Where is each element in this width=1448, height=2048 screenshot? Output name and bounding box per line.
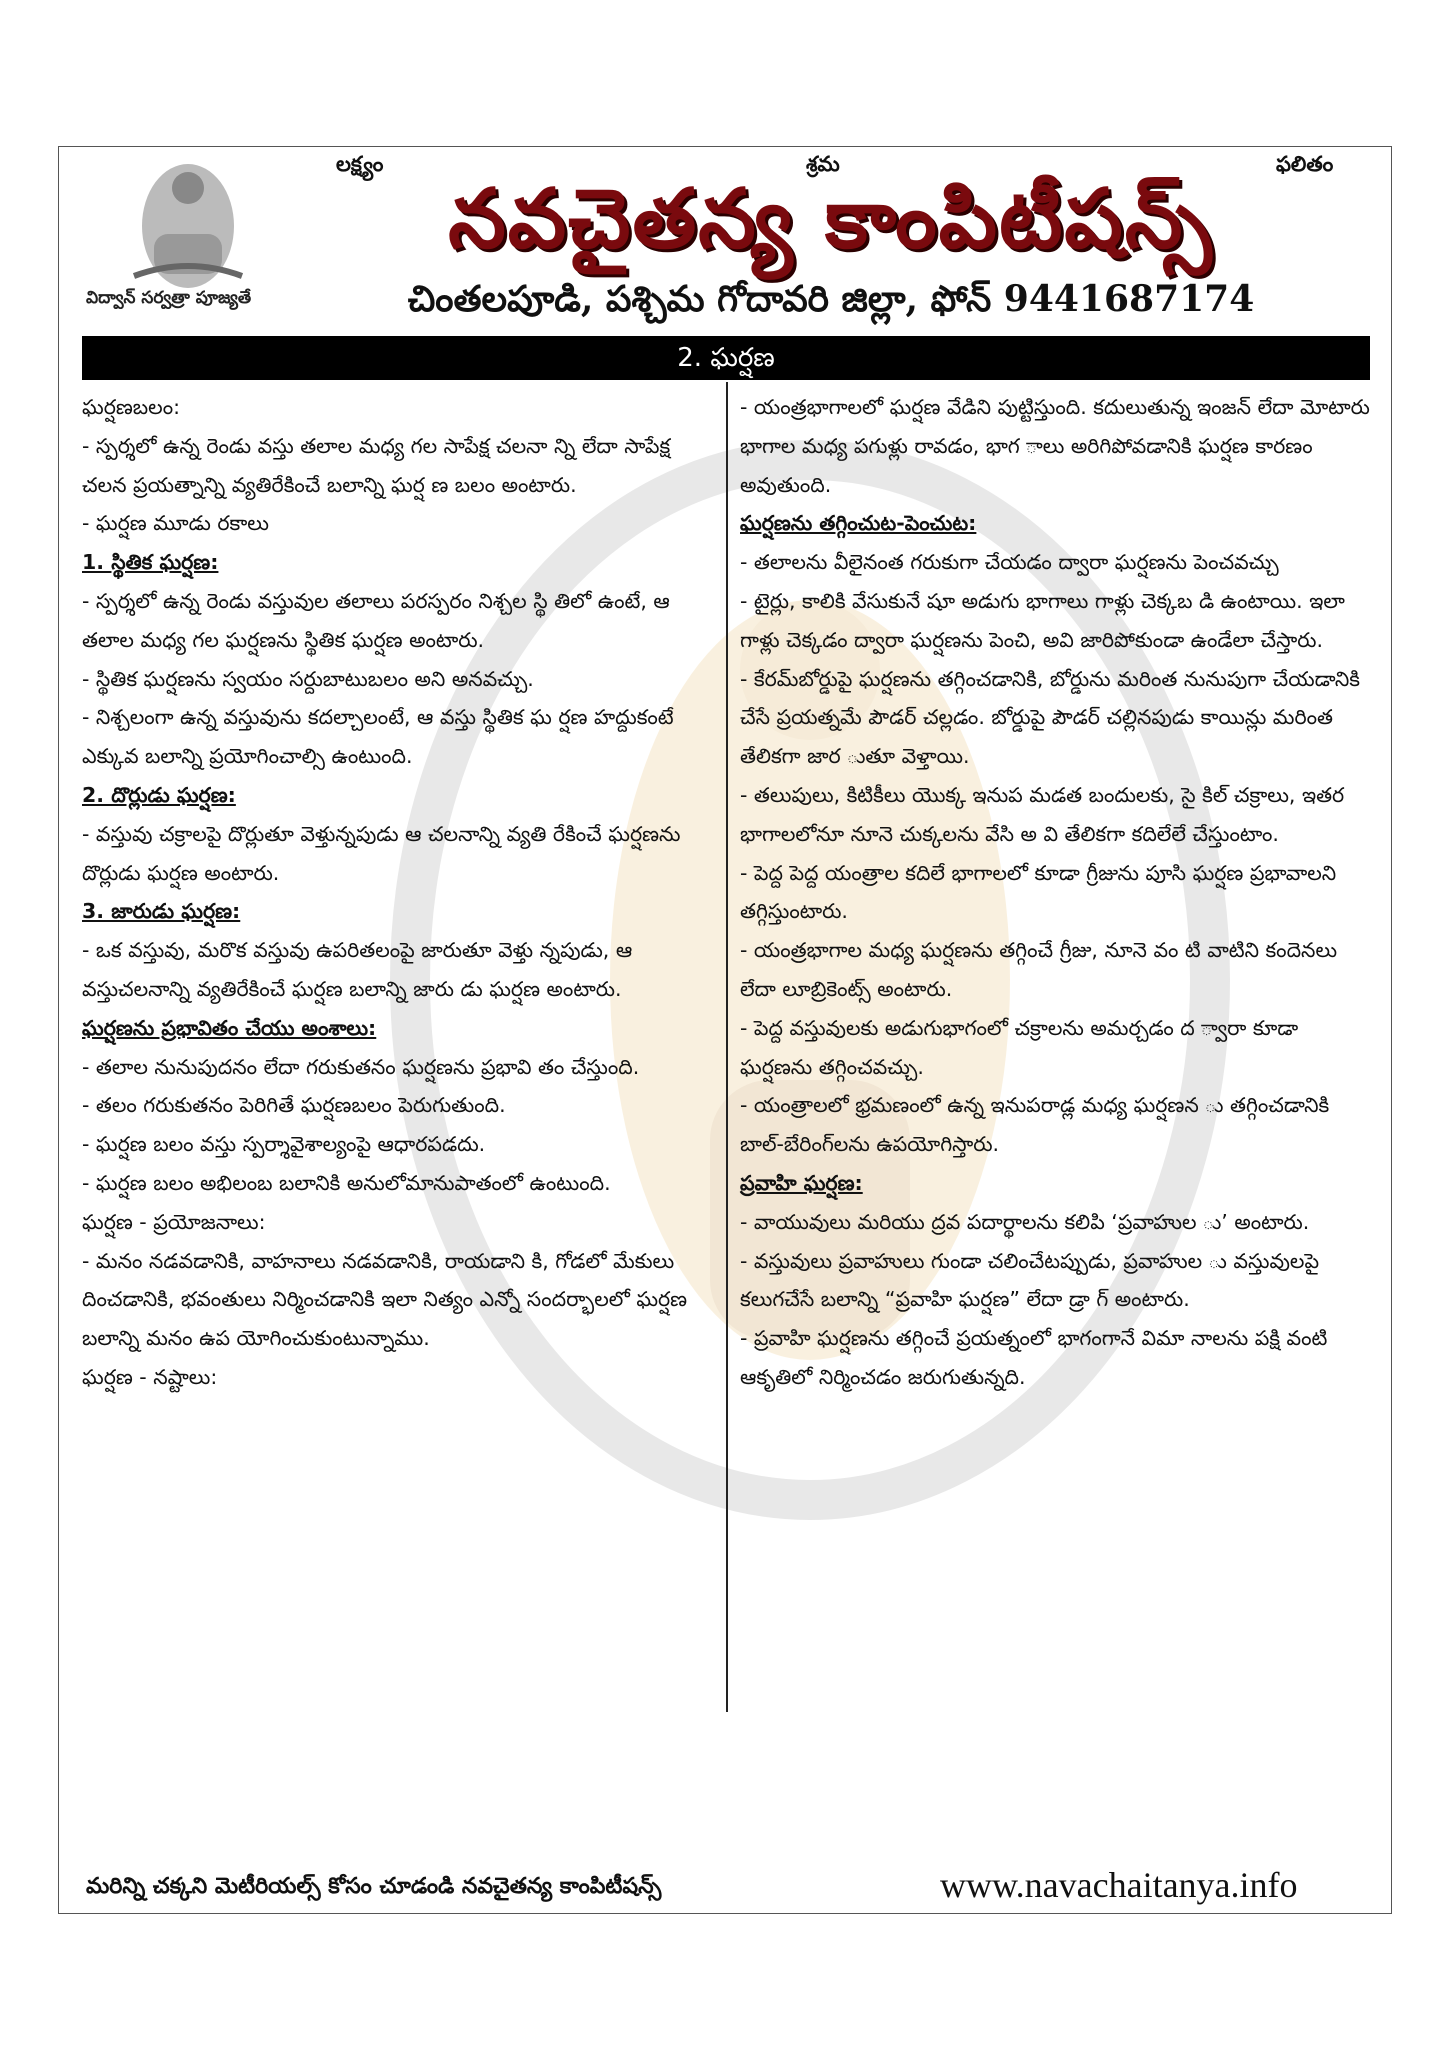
tag-effort: శ్రమ bbox=[806, 152, 840, 176]
address: చింతలపూడి, పశ్చిమ గోదావరి జిల్లా, ఫోన్ 9441687174 bbox=[407, 278, 1255, 320]
paragraph: - స్థితిక ఘర్షణను స్వయం సర్దుబాటుబలం అని అనవచ్చు. bbox=[82, 666, 534, 691]
paragraph: - పెద్ద పెద్ద యంత్రాల కదిలే భాగాలలో కూడా గ్రీజును పూసి ఘర్షణ ప్రభావాలని తగ్గిస్తుంటారు. bbox=[740, 860, 1337, 924]
motto: విద్వాన్ సర్వత్రా పూజ్యతే bbox=[86, 288, 252, 308]
tag-goal: లక్ష్యం bbox=[336, 152, 384, 176]
section-heading: 1. స్థితిక ఘర్షణ: bbox=[82, 550, 219, 575]
paragraph: - తలాల నునుపుదనం లేదా గరుకుతనం ఘర్షణను ప్రభావి తం చేస్తుంది. bbox=[82, 1054, 640, 1079]
section-heading: ఘర్షణను ప్రభావితం చేయు అంశాలు: bbox=[82, 1015, 377, 1040]
paragraph: - టైర్లు, కాలికి వేసుకునే షూ అడుగు భాగాలు గాళ్లు చెక్కబ డి ఉంటాయి. ఇలా గాళ్లు చెక్కడం ద్వారా ఘర్షణను పెంచి, అవి జారిపోకుండా ఉండేలా చేస్తారు. bbox=[740, 588, 1345, 652]
right-column bbox=[740, 388, 1370, 1397]
page-title: 2. ఘర్షణ bbox=[82, 336, 1370, 380]
footer-promo: మరిన్ని చక్కని మెటీరియల్స్ కోసం చూడండి నవచైతన్య కాంపిటీషన్స్ bbox=[86, 1874, 662, 1899]
paragraph: - ఘర్షణ బలం అభిలంబ బలానికి అనులోమానుపాతంలో ఉంటుంది. bbox=[82, 1170, 611, 1195]
tag-result: ఫలితం bbox=[1276, 152, 1334, 176]
paragraph: - స్పర్శలో ఉన్న రెండు వస్తువుల తలాలు పరస్పరం నిశ్చల స్థి తిలో ఉంటే, ఆ తలాల మధ్య గల ఘర్షణను స్థితిక ఘర్షణ అంటారు. bbox=[82, 588, 670, 652]
paragraph: ఘర్షణబలం: bbox=[82, 395, 180, 419]
paragraph: - వస్తువు చక్రాలపై దొర్లుతూ వెళ్తున్నపుడు ఆ చలనాన్ని వ్యతి రేకించే ఘర్షణను దొర్లుడు ఘర్షణ అంటారు. bbox=[82, 821, 681, 885]
brand-title: నవచైతన్య కాంపిటీషన్స్ bbox=[448, 171, 1214, 267]
paragraph: - ఒక వస్తువు, మరొక వస్తువు ఉపరితలంపై జారుతూ వెళ్తు న్నపుడు, ఆ వస్తుచలనాన్ని వ్యతిరేకించే ఘర్షణ బలాన్ని జారు డు ఘర్షణ అంటారు. bbox=[82, 938, 633, 1001]
paragraph: - యంత్రభాగాలలో ఘర్షణ వేడిని పుట్టిస్తుంది. కదులుతున్న ఇంజన్ లేదా మోటారు భాగాల మధ్య పగుళ్లు రావడం, భాగ ాలు అరిగిపోవడానికి ఘర్షణ కారణం అవుతుంది. bbox=[740, 395, 1370, 497]
paragraph: - స్పర్శలో ఉన్న రెండు వస్తు తలాల మధ్య గల సాపేక్ష చలనా న్ని లేదా సాపేక్ష చలన ప్రయత్నాన్ని వ్యతిరేకించే బలాన్ని ఘర్ష ణ బలం అంటారు. bbox=[82, 433, 671, 497]
paragraph: - ప్రవాహి ఘర్షణను తగ్గించే ప్రయత్నంలో భాగంగానే విమా నాలను పక్షి వంటి ఆకృతిలో నిర్మించడం జరుగుతున్నది. bbox=[740, 1326, 1328, 1389]
left-column bbox=[82, 388, 712, 1397]
paragraph: - నిశ్చలంగా ఉన్న వస్తువును కదల్చాలంటే, ఆ వస్తు స్థితిక ఘ ర్షణ హద్దుకంటే ఎక్కువ బలాన్ని ప్రయోగించాల్సి ఉంటుంది. bbox=[82, 705, 674, 769]
section-heading: ప్రవాహి ఘర్షణ: bbox=[740, 1170, 863, 1195]
section-heading: 2. దొర్లుడు ఘర్షణ: bbox=[82, 782, 236, 807]
paragraph: ఘర్షణ - నష్టాలు: bbox=[82, 1364, 218, 1389]
paragraph: - మనం నడవడానికి, వాహనాలు నడవడానికి, రాయడాని కి, గోడలో మేకులు దించడానికి, భవంతులు నిర్మించడానికి ఇలా నిత్యం ఎన్నో సందర్భాలలో ఘర్షణ బలాన్ని మనం ఉప యోగించుకుంటున్నాము. bbox=[82, 1248, 688, 1351]
paragraph: - పెద్ద వస్తువులకు అడుగుభాగంలో చక్రాలను అమర్చడం ద ్వారా కూడా ఘర్షణను తగ్గించవచ్చు. bbox=[740, 1015, 1299, 1079]
saraswati-logo bbox=[114, 156, 262, 294]
paragraph: - యంత్రాలలో భ్రమణంలో ఉన్న ఇనుపరాడ్ల మధ్య ఘర్షణన ు తగ్గించడానికి బాల్-బేరింగ్‌లను ఉపయోగిస్తారు. bbox=[740, 1093, 1330, 1157]
footer-website[interactable]: www.navachaitanya.info bbox=[940, 1865, 1298, 1905]
paragraph: - యంత్రభాగాల మధ్య ఘర్షణను తగ్గించే గ్రీజు, నూనె వం టి వాటిని కందెనలు లేదా లూబ్రికెంట్స్ అంటారు. bbox=[740, 938, 1338, 1001]
paragraph: - కేరమ్‌బోర్డుపై ఘర్షణను తగ్గించడానికి, బోర్డును మరింత నునుపుగా చేయడానికి చేసే ప్రయత్నమే పౌడర్ చల్లడం. బోర్డుపై పౌడర్ చల్లినపుడు కాయిన్లు మరింత తేలికగా జార ుతూ వెళ్తాయి. bbox=[740, 666, 1360, 769]
paragraph: - తలుపులు, కిటికీలు యొక్క ఇనుప మడత బందులకు, సై కిల్ చక్రాలు, ఇతర భాగాలలోనూ నూనె చుక్కలను వేసి అ వి తేలికగా కదిలేలే చేస్తుంటాం. bbox=[740, 782, 1345, 846]
column-divider bbox=[726, 382, 728, 1712]
paragraph: - ఘర్షణ బలం వస్తు స్పర్శావైశాల్యంపై ఆధారపడదు. bbox=[82, 1132, 486, 1157]
paragraph: ఘర్షణ - ప్రయోజనాలు: bbox=[82, 1209, 266, 1234]
paragraph: - వాయువులు మరియు ద్రవ పదార్థాలను కలిపి ‘ప్రవాహుల ు’ అంటారు. bbox=[740, 1209, 1310, 1234]
section-heading: ఘర్షణను తగ్గించుట-పెంచుట: bbox=[740, 511, 977, 536]
header bbox=[86, 150, 1366, 330]
paragraph: - తలాలను వీలైనంత గరుకుగా చేయడం ద్వారా ఘర్షణను పెంచవచ్చు bbox=[740, 550, 1279, 575]
paragraph: - వస్తువులు ప్రవాహులు గుండా చలించేటప్పుడు, ప్రవాహుల ు వస్తువులపై కలుగచేసే బలాన్ని “ప్రవాహి ఘర్షణ” లేదా డ్రా గ్ అంటారు. bbox=[740, 1248, 1320, 1312]
section-heading: 3. జారుడు ఘర్షణ: bbox=[82, 899, 241, 924]
paragraph: - ఘర్షణ మూడు రకాలు bbox=[82, 511, 269, 536]
paragraph: - తలం గరుకుతనం పెరిగితే ఘర్షణబలం పెరుగుతుంది. bbox=[82, 1093, 506, 1118]
